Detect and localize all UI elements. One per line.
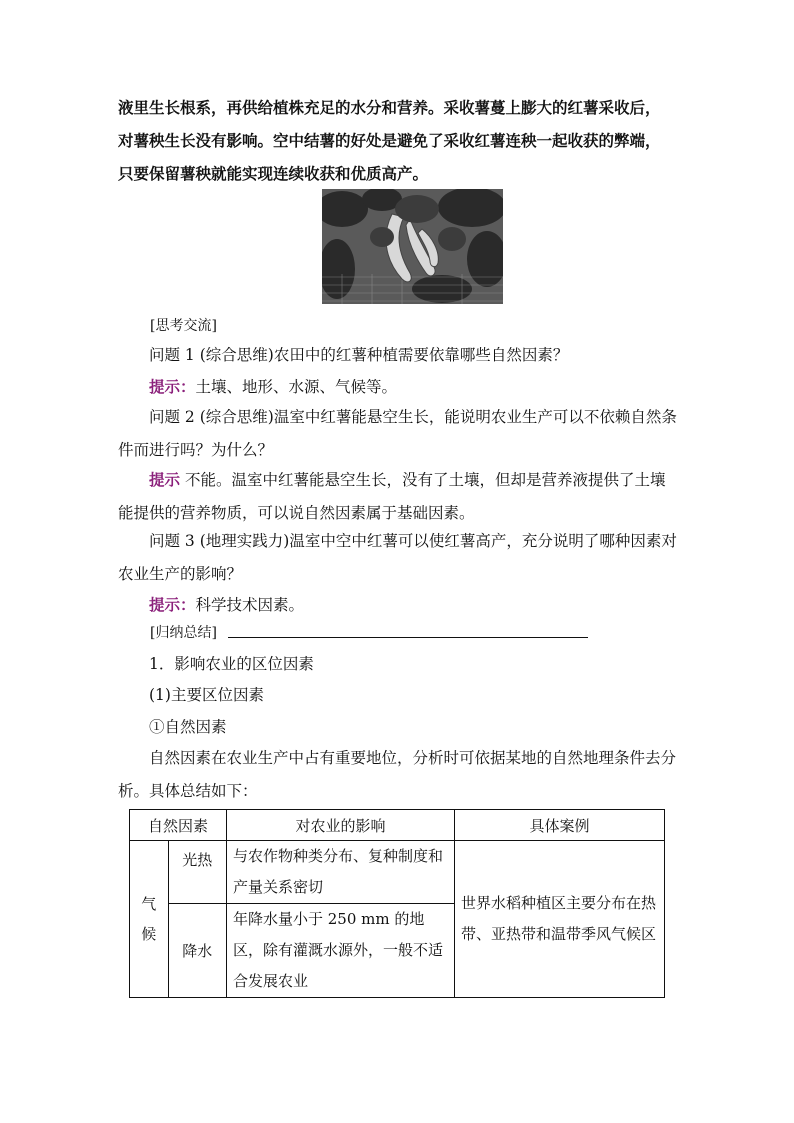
intro-line-3: 只要保留薯秧就能实现连续收获和优质高产。 — [118, 164, 429, 183]
hint-3 — [118, 588, 678, 622]
table-header-factor: 自然因素 — [130, 810, 227, 841]
hint-1 — [118, 370, 678, 404]
hint-2-text: 不能。温室中红薯能悬空生长，没有了土壤，但却是营养液提供了土壤能提供的营养物质，可以说自然因素属于基础因素。 — [118, 471, 666, 522]
natural-factors-intro-text: 自然因素在农业生产中占有重要地位，分析时可依据某地的自然地理条件去分析。具体总结如下： — [118, 749, 677, 800]
hint-1-text: 土壤、地形、水源、气候等。 — [195, 378, 398, 396]
table-header-example: 具体案例 — [455, 810, 665, 841]
heading-3 — [118, 711, 678, 744]
summary-tag — [150, 624, 217, 642]
question-3-text: 温室中空中红薯可以使红薯高产，充分说明了哪种因素对农业生产的影响？ — [118, 532, 677, 583]
hint-1-label: 提示： — [149, 377, 196, 396]
hint-3-label: 提示： — [149, 595, 196, 614]
question-1-prefix: 问题 1 — [149, 346, 195, 364]
heading-1-text: 1．影响农业的区位因素 — [149, 655, 314, 673]
natural-factors-intro — [118, 742, 678, 808]
table-factor-light-heat: 光热 — [168, 841, 226, 904]
intro-line-2: 对薯秧生长没有影响。空中结薯的好处是避免了采收红薯连秧一起收获的弊端， — [118, 131, 661, 150]
heading-2 — [118, 679, 678, 712]
question-2 — [118, 401, 678, 467]
question-2-label: (综合思维) — [199, 408, 274, 426]
table-group-climate-text: 气候 — [141, 895, 157, 943]
table-group-climate — [130, 841, 169, 998]
think-exchange-tag — [150, 317, 217, 335]
hint-2-label: 提示 — [149, 470, 181, 489]
table-row — [130, 841, 665, 904]
question-1 — [118, 339, 678, 372]
heading-1 — [118, 648, 678, 681]
summary-label: [归纳总结] — [150, 625, 217, 641]
question-1-label: (综合思维) — [199, 346, 274, 364]
table-header-effect: 对农业的影响 — [227, 810, 455, 841]
intro-paragraph — [118, 91, 678, 190]
natural-factors-table — [129, 809, 665, 998]
heading-2-text: (1)主要区位因素 — [149, 686, 264, 704]
question-2-text: 温室中红薯能悬空生长，能说明农业生产可以不依赖自然条件而进行吗？为什么？ — [118, 408, 677, 459]
question-1-text: 农田中的红薯种植需要依靠哪些自然因素？ — [273, 346, 569, 364]
question-3-prefix: 问题 3 — [149, 532, 195, 550]
question-2-prefix: 问题 2 — [149, 408, 195, 426]
table-example: 世界水稻种植区主要分布在热带、亚热带和温带季风气候区 — [455, 841, 665, 998]
question-3 — [118, 525, 678, 591]
table-effect-precipitation: 年降水量小于 250 mm 的地区，除有灌溉水源外，一般不适合发展农业 — [227, 904, 455, 998]
table-header-row — [130, 810, 665, 841]
summary-divider — [228, 637, 588, 638]
heading-3-text: ①自然因素 — [149, 718, 227, 736]
question-3-label: (地理实践力) — [199, 532, 290, 550]
think-exchange-label: [思考交流] — [150, 318, 217, 334]
hint-3-text: 科学技术因素。 — [195, 596, 305, 614]
table-effect-light-heat: 与农作物种类分布、复种制度和产量关系密切 — [227, 841, 455, 904]
hint-2 — [118, 463, 678, 530]
table-factor-precipitation: 降水 — [168, 904, 226, 998]
sweet-potato-photo — [322, 189, 503, 304]
intro-line-1: 液里生长根系，再供给植株充足的水分和营养。采收薯蔓上膨大的红薯采收后， — [118, 98, 661, 117]
